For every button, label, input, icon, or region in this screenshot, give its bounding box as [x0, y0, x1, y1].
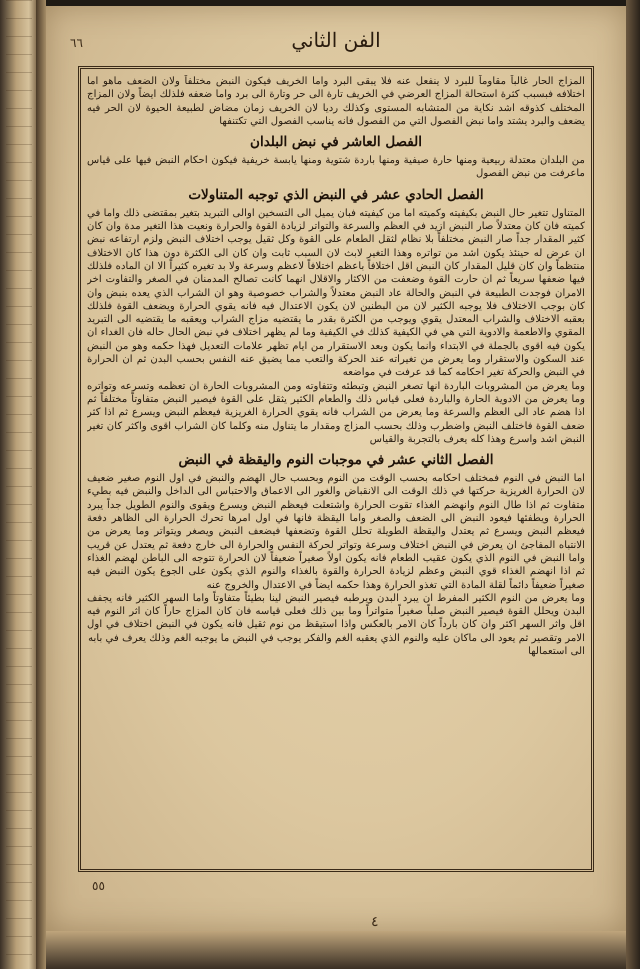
section-12-heading: الفصل الثاني عشر في موجبات النوم واليقظة في النبض	[178, 452, 494, 469]
closing-line: الى استعمالها	[528, 645, 585, 657]
catchword: ٥٥	[92, 879, 105, 893]
manuscript-page	[46, 6, 626, 931]
section-10-paragraph: من البلدان معتدلة ربيعية ومنها حارة صيفية ومنها باردة شتوية ومنها يابسة خريفية فيكون احكام النبض فيها على قياس ماعرفت من نبض الفصول	[87, 155, 585, 180]
section-11-paragraph-b: وما يعرض من المشروبات الباردة انها تصغر النبض وتبطئه وتتفاوته ومن المشروبات الحارة ان تعظمه وتسرعه وتواتره وما يعرض من الادوية الحارة والباردة فعلى قياس ذلك والطعام الكثير يثقل على القوة فيصير النبض متفاوتاً مختلفاً ثم اذا هضم عاد الى العظم والسرعة وما يعرض من الشراب فانه يقوي الحرارة الغريزية فيعظم النبض ويسرع ثم اذا كثر ضعف القوة فاختلف النبض واضطرب وذلك بحسب المزاج ومقدار ما يتناول منه وكلما كان الشراب اقوى واكثر كان تغير النبض اشد واسرع وهذا كله يعرف بالتجربة والقياس	[87, 380, 585, 445]
footer-mark: ٤	[371, 914, 379, 930]
right-page-edge	[626, 0, 640, 969]
left-page-lines	[6, 0, 32, 969]
text-frame	[78, 66, 594, 872]
section-11-paragraph: المتناول تتغير حال النبض بكيفيته وكميته اما من كيفيته فبان يميل الى التسخين اوالى التبريد بتغير بمقتضى ذلك واما في كميته فان كان معتدلاً صار النبض ازيد في العظم والسرعة والتواتر لزيادة القوة والحرارة ونعيت هذا التغير مدة وان كان كثير المقدار جداً صار النبض مختلفاً بلا نظام لثقل الطعام على القوة وكل ثقيل يوجب اختلاف النبض ولزم ارتفاعه نبض ان عرض له حينئذ يكون اشد من تواتره وهذا التغير لابث لان السبب ثابت وان كان الى الكثرة دون هذا كان الاختلاف منتظماً وان كان قليل المقدار كان النبض اقل اختلافاً باعظم اختلافاً لاعظم وسرعة ولا بد تغيره كثيراً الا ان الماده فلذلك فيها ضعفها سريعاً ثم ان حارت القوة وضعفت من الاكثار والاقلال انهما كانت تصالح المدمنان في الصغر والتفاوت اخر الامران فوجدت الطبيعة في النبض والحالة عاد النبض معتدلاً والشراب خصوصية وهو ان الشراب الذي يعده بنبض وان كان بوجب الاختلاف فلا يوجبه الكثير لان من البطنين لان يكون الاعتدال فيه فانه يقوي الحرارة ويضعف القوة فلذلك بعقبه الاختلاف والشراب المعتدل يقوي ويوجب من الكثرة بقدر ما يقتضيه مزاج الشراب ويعقبه ما يقتضيه الى التبريد المقوي والاطعمة والادوية التي هي في الكيفية كذلك في الكيفية وما لم يظهر اختلاف في نبض الحال حاله فان الغداء ان يكون فيه اقوى بالجملة في الابتداء وانما يكون وبعد الاستقرار من ايام تظهر علامات التعديل فهذا حكمه وهو من النبض عند السكون والاستقرار وما يعرض من تغيراته عند الحركة والتعب مما يضيق عنه النفس بحسب البدن ثم ان الحرارة في النبض والحركة تغير احكامه كما قد عرفت في مواضعه	[87, 207, 585, 379]
book-gutter	[36, 0, 46, 969]
section-11-heading: الفصل الحادي عشر في النبض الذي توجبه المتناولات	[188, 186, 484, 203]
running-head: الفن الثاني	[291, 28, 381, 52]
page-bottom-shadow	[46, 931, 626, 969]
body-text	[87, 75, 585, 863]
section-10-heading: الفصل العاشر في نبض البلدان	[250, 134, 422, 151]
page-number: ٦٦	[70, 36, 83, 50]
section-12-paragraph: اما النبض في النوم فمختلف احكامه بحسب الوقت من النوم وبحسب حال الهضم والنبض في اول النوم صغير ضعيف لان الحرارة الغريزية حركتها في ذلك الوقت الى الانقباض والغور الى الاعماق والاحتباس الى الداخل والنبض فيه بطيء متفاوت ثم اذا طال النوم وانهضم الغذاء تقوت الحرارة واشتعلت فيعظم النبض ويسرع ويقوى والنوم الطويل جداً يبرد الحرارة ويطفئها فيعود النبض الى الضعف والصغر واما اليقظة فانها في اول امرها تحرك الحرارة الى الظاهر دفعة فيعظم النبض ويسرع ثم يعتدل واليقظة الطويلة تحلل القوة وتضعفها فيضعف النبض ويصغر ويتواتر وما يعرض من الانتباه المفاجئ ان يعرض في النبض اختلاف وسرعة وتواتر لحركة النفس والحرارة الى خارج دفعة ثم يعتدل عن قريب واما النبض في النوم الذي يكون عقيب الطعام فانه يكون اولاً صغيراً ضعيفاً لان الحرارة تتوجه الى الباطن لهضم الغذاء ثم اذا انهضم الغذاء قوي النبض وعظم لزيادة الحرارة والقوة بالغذاء والنوم الذي يكون على الجوع يكون النبض فيه صغيراً ضعيفاً دائماً لقلة المادة التي تغذو الحرارة وهذا حكمه ايضاً في الاعتدال والخروج عنه	[87, 473, 585, 591]
intro-paragraph: المزاج الحار غالباً مقاوماً للبرد لا ينفعل عنه فلا يبقى البرد واما الخريف فيكون النبض مختلفاً ولان الضعف ماهو اما اختلافه فبسبب كثرة استحالة المزاج العرضي في الخريف تارة الى حر وتارة الى برد واما ضعفه فلذلك ايضاً ولان المزاج المختلف كذوقه اشد نكاية من المتشابه المستوى وكذلك رديا لان الخريف زمان مضاض لطبيعة الحيوة لان الحر فيه يضعف والبرد يشتد واما نبض الفصول التي من الفصول فانه يناسب الفصول التي تكتنفها	[87, 76, 585, 127]
section-12-paragraph-b: وما يعرض من النوم الكثير المفرط ان يبرد البدن ويرطبه فيصير النبض لينا بطيئاً متفاوتاً واما السهر الكثير فانه يجفف البدن ويحلل القوة فيصير النبض صلباً صغيراً متواتراً وما بين ذلك فعلى قياسه فان كان المزاج حاراً كان اثر النوم فيه اقل واثر السهر اكثر وان كان بارداً كان الامر بالعكس واذا استيقظ من نوم ثقيل فانه يكون في النبض اختلاف في اول الامر وتقصير ثم يعود الى ماكان عليه والنوم الذي يعقبه الغم والفكر يوجب في النبض ما يوجبه الغم وذلك يعرف في بابه	[87, 592, 585, 644]
